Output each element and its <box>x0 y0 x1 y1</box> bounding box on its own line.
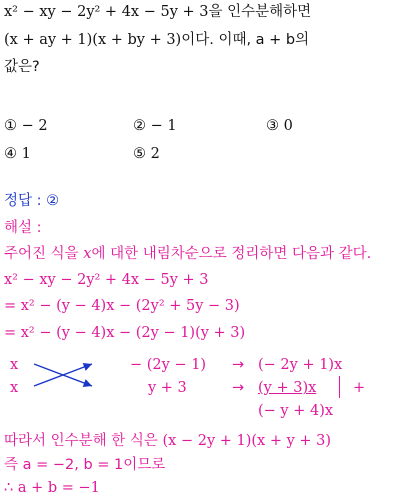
problem-line-3: 값은? <box>4 59 40 75</box>
cross-left-top: x <box>10 357 19 373</box>
solution-result <box>4 432 331 450</box>
choice-3[interactable]: ③ 0 <box>266 118 293 134</box>
cross-sum: (− y + 4)x <box>258 403 334 419</box>
cross-right-top: − (2y − 1) <box>130 357 207 373</box>
choice-1[interactable]: ① − 2 <box>4 118 48 134</box>
solution-intro-variable: x <box>83 246 92 262</box>
cross-arrow-top: → <box>232 357 245 373</box>
solution-intro-prefix: 주어진 식을 <box>4 246 84 262</box>
choice-4[interactable]: ④ 1 <box>4 146 31 162</box>
solution-intro <box>4 245 371 263</box>
solution-equation-2: = x² − (y − 4)x − (2y² + 5y − 3) <box>4 298 240 314</box>
cross-arrows-diagram <box>30 358 100 392</box>
choice-5[interactable]: ⑤ 2 <box>133 146 160 162</box>
answer-label: 정답 : ② <box>4 193 60 209</box>
cross-product-bottom: (y + 3)x <box>258 380 317 396</box>
cross-plus-sign: + <box>353 380 366 396</box>
cross-arrow-bottom: → <box>232 380 245 396</box>
problem-expression: x² − xy − 2y² + 4x − 5y + 3을 인수분해하면 <box>4 4 312 20</box>
solution-values: 즉 a = −2, b = 1이므로 <box>4 457 166 473</box>
problem-line-1 <box>4 3 311 21</box>
cross-sum-bar <box>339 376 340 398</box>
solution-conclusion: ∴ a + b = −1 <box>4 480 100 496</box>
solution-title: 해설 : <box>4 220 42 236</box>
choice-2[interactable]: ② − 1 <box>133 118 177 134</box>
solution-result-expression: (x − 2y + 1)(x + y + 3) <box>162 433 332 449</box>
solution-equation-3: = x² − (y − 4)x − (2y − 1)(y + 3) <box>4 325 246 341</box>
solution-equation-1: x² − xy − 2y² + 4x − 5y + 3 <box>4 272 209 288</box>
cross-right-bottom: y + 3 <box>148 380 187 396</box>
cross-left-bottom: x <box>10 380 19 396</box>
cross-product-top: (− 2y + 1)x <box>258 357 343 373</box>
problem-factored-form: (x + ay + 1)(x + by + 3) <box>4 32 182 48</box>
problem-question-text: 이다. 이때, a + b의 <box>181 32 310 48</box>
problem-line-2 <box>4 31 309 49</box>
solution-intro-suffix: 에 대한 내림차순으로 정리하면 다음과 같다. <box>91 246 372 262</box>
solution-result-prefix: 따라서 인수분해 한 식은 <box>4 433 163 449</box>
